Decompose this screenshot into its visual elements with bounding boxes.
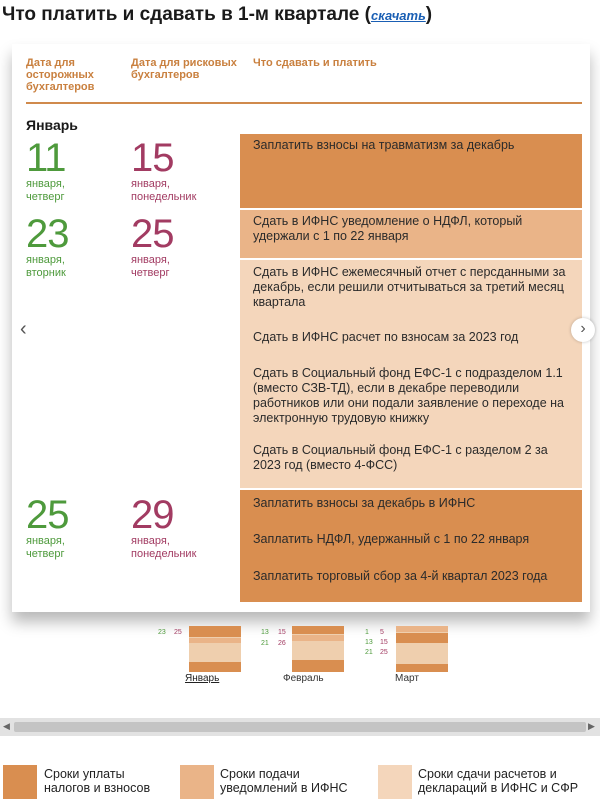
download-paren-close: ) xyxy=(425,4,433,25)
thumb-num: 23 xyxy=(158,629,166,636)
thumb-num: 25 xyxy=(380,649,388,656)
date-sub: января, четверг xyxy=(131,254,170,279)
page-title xyxy=(2,4,432,26)
horizontal-scrollbar[interactable] xyxy=(0,718,600,736)
page-title-text: Что платить и сдавать в 1-м квартале xyxy=(2,4,360,25)
download-paren: ( xyxy=(364,4,371,25)
date-risky-1 xyxy=(131,138,216,204)
date-num: 11 xyxy=(26,136,66,180)
task-cell-payment xyxy=(240,134,582,208)
legend-swatch-reports xyxy=(378,765,412,799)
thumb-preview xyxy=(292,626,344,672)
task-item: Заплатить торговый сбор за 4-й квартал 2023 года xyxy=(253,569,548,583)
thumbnail-march[interactable] xyxy=(362,626,454,672)
task-item: Сдать в ИФНС расчет по взносам за 2023 год xyxy=(253,330,519,344)
date-sub: января, четверг xyxy=(26,178,65,203)
task-cell-payments-2 xyxy=(240,490,582,602)
scroll-left-icon[interactable]: ◀ xyxy=(3,721,10,731)
thumb-num: 25 xyxy=(174,629,182,636)
date-num: 29 xyxy=(131,493,174,537)
month-title: Январь xyxy=(26,117,78,133)
date-sub: января, четверг xyxy=(26,535,65,560)
date-risky-2 xyxy=(131,214,191,280)
next-slide-icon[interactable]: › xyxy=(571,318,595,342)
thumb-num: 15 xyxy=(380,639,388,646)
scrollbar-thumb[interactable] xyxy=(14,722,586,732)
thumbnail-label-march[interactable]: Март xyxy=(395,673,419,684)
task-item: Заплатить взносы на травматизм за декабрь xyxy=(253,138,515,152)
thumb-num: 15 xyxy=(278,629,286,636)
thumb-num: 5 xyxy=(380,629,384,636)
thumbnail-label-january[interactable]: Январь xyxy=(185,673,220,684)
thumb-num: 1 xyxy=(365,629,369,636)
date-careful-1 xyxy=(26,138,86,204)
thumb-preview xyxy=(189,626,241,672)
task-item: Заплатить НДФЛ, удержанный с 1 по 22 января xyxy=(253,532,530,546)
thumbnail-february[interactable] xyxy=(258,626,350,672)
thumbnail-label-february[interactable]: Февраль xyxy=(283,673,324,684)
task-item: Сдать в Социальный фонд ЕФС-1 с разделом 2 за 2023 год (вместо 4-ФСС) xyxy=(253,443,548,472)
task-item: Заплатить взносы за декабрь в ИФНС xyxy=(253,496,476,510)
thumb-num: 26 xyxy=(278,640,286,647)
legend-text-reports: Сроки сдачи расчетов и деклараций в ИФНС и СФР xyxy=(418,767,579,795)
thumb-num: 21 xyxy=(365,649,373,656)
thumb-preview xyxy=(396,626,448,672)
thumb-num: 13 xyxy=(261,629,269,636)
date-num: 15 xyxy=(131,136,174,180)
date-num: 23 xyxy=(26,212,69,256)
header-risky: Дата для рисковых бухгалтеров xyxy=(131,57,237,81)
date-sub: января, понедельник xyxy=(131,178,197,203)
legend-text-notification: Сроки подачи уведомлений в ИФНС xyxy=(220,767,348,795)
task-cell-notification xyxy=(240,210,582,258)
scroll-right-icon[interactable]: ▶ xyxy=(588,721,595,731)
legend-swatch-notification xyxy=(180,765,214,799)
date-careful-2 xyxy=(26,214,86,280)
date-sub: января, понедельник xyxy=(131,535,197,560)
download-link[interactable]: скачать xyxy=(370,8,426,23)
thumb-num: 21 xyxy=(261,640,269,647)
task-item: Сдать в ИФНС уведомление о НДФЛ, который удержали с 1 по 22 января xyxy=(253,214,523,243)
header-what: Что сдавать и платить xyxy=(253,57,377,69)
task-cell-reports xyxy=(240,260,582,488)
date-num: 25 xyxy=(26,493,69,537)
header-careful: Дата для осторожных бухгалтеров xyxy=(26,57,95,93)
legend-swatch-payment xyxy=(3,765,37,799)
task-item: Сдать в Социальный фонд ЕФС-1 с подразделом 1.1 (вместо СЗВ-ТД), если в декабре переводили работников или они подали заявление о переходе на электронную трудовую книжку xyxy=(253,366,565,425)
header-divider xyxy=(26,102,582,104)
prev-slide-icon[interactable]: ‹ xyxy=(20,318,27,340)
date-sub: января, вторник xyxy=(26,254,66,279)
task-item: Сдать в ИФНС ежемесячный отчет с персданными за декабрь, если решили отчитываться за третий месяц квартала xyxy=(253,265,566,309)
date-careful-3 xyxy=(26,495,86,561)
thumbnail-january[interactable] xyxy=(155,626,247,672)
legend-text-payment: Сроки уплаты налогов и взносов xyxy=(44,767,151,795)
thumb-num: 13 xyxy=(365,639,373,646)
date-num: 25 xyxy=(131,212,174,256)
date-risky-3 xyxy=(131,495,216,561)
